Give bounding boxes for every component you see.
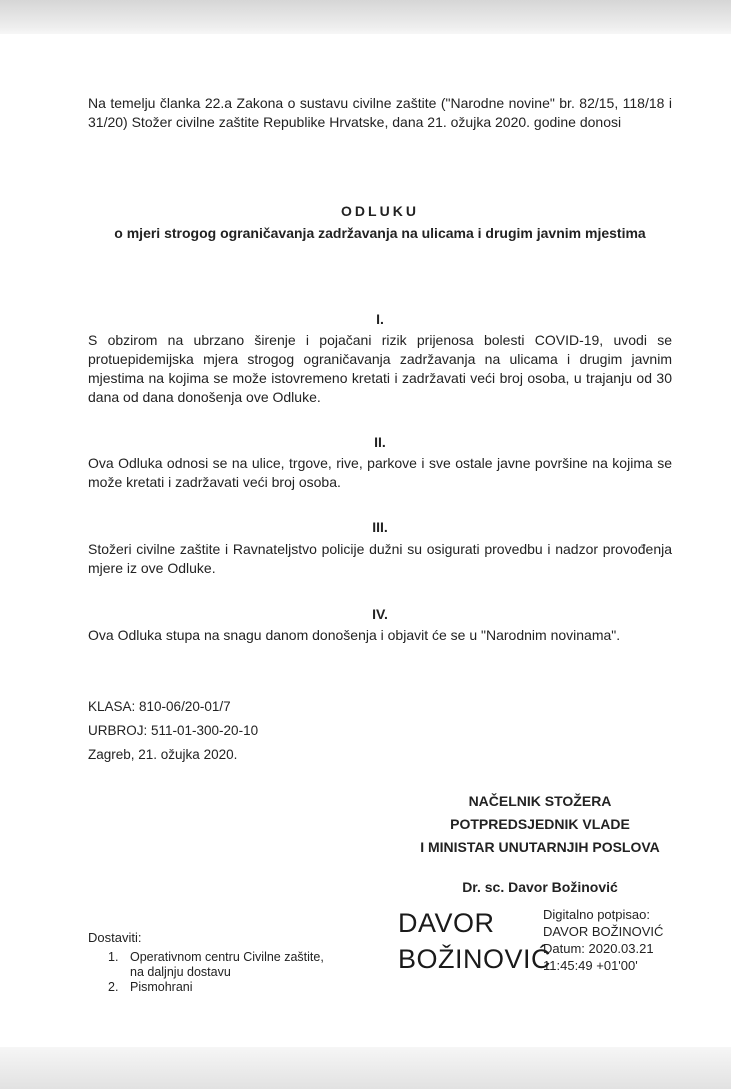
klasa: KLASA: 810-06/20-01/7 [88, 699, 231, 714]
digital-signature-name [398, 905, 551, 977]
section-text: S obzirom na ubrzano širenje i pojačani rizik prijenosa bolesti COVID-19, uvodi se protuepidemijska mjera strogog ograničavanja zadržavanja na ulicama i drugim javnim mjestima na kojima se može istovremeno kretati i zadržavati veći broj osoba, u trajanju od 30 dana od dana donošenja ove Odluke. [88, 332, 672, 405]
digital-signature-name-line: DAVOR [398, 908, 495, 938]
list-item: 1. Operativnom centru Civilne zaštite, [108, 950, 324, 964]
signature-titles [380, 790, 700, 859]
digital-signature-info-line: 11:45:49 +01'00' [543, 958, 638, 973]
top-bar [0, 0, 731, 34]
section-number: II. [374, 434, 386, 450]
urbroj: URBROJ: 511-01-300-20-10 [88, 723, 259, 738]
section-text: Ova Odluka stupa na snagu danom donošenja i objavit će se u "Narodnim novinama". [88, 627, 621, 643]
digital-signature-info-line: DAVOR BOŽINOVIĆ [543, 924, 664, 939]
signer-name: Dr. sc. Davor Božinović [462, 879, 618, 895]
list-item-continuation: na daljnju dostavu [130, 965, 231, 979]
document-subtitle: o mjeri strogog ograničavanja zadržavanja na ulicama i drugim javnim mjestima [114, 225, 646, 241]
digital-signature-name-line: BOŽINOVIĆ [398, 944, 552, 974]
section-number: IV. [372, 606, 388, 622]
section-text: Ova Odluka odnosi se na ulice, trgove, rive, parkove i sve ostale javne površine na kojima se može kretati i zadržavati veći broj osoba. [88, 455, 672, 490]
bottom-bar [0, 1047, 731, 1089]
intro-paragraph: Na temelju članka 22.a Zakona o sustavu civilne zaštite ("Narodne novine" br. 82/15, 118/18 i 31/20) Stožer civilne zaštite Republike Hrvatske, dana 21. ožujka 2020. godine donosi [88, 95, 672, 130]
list-item: 2. Pismohrani [108, 980, 193, 994]
place-date: Zagreb, 21. ožujka 2020. [88, 747, 238, 762]
section-number: III. [372, 519, 388, 535]
section-number: I. [376, 311, 384, 327]
digital-signature-info-line: Datum: 2020.03.21 [543, 941, 654, 956]
document-title: ODLUKU [341, 203, 419, 219]
distribution-list [108, 950, 324, 995]
distribution-label: Dostaviti: [88, 930, 142, 945]
digital-signature-info [543, 906, 663, 974]
signature-title-line: NAČELNIK STOŽERA [468, 793, 612, 809]
section-text: Stožeri civilne zaštite i Ravnateljstvo policije dužni su osigurati provedbu i nadzor provođenja mjere iz ove Odluke. [88, 541, 672, 576]
digital-signature-info-line: Digitalno potpisao: [543, 907, 650, 922]
signature-title-line: I MINISTAR UNUTARNJIH POSLOVA [420, 839, 660, 855]
signature-title-line: POTPREDSJEDNIK VLADE [450, 816, 630, 832]
